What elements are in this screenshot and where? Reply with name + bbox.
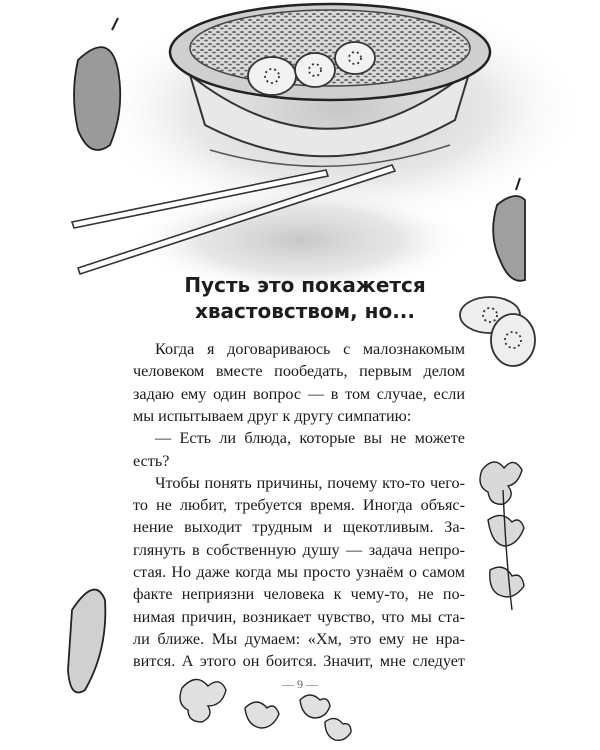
body-line: задаю ему один вопрос — в том случае, если (133, 384, 465, 403)
chapter-heading-line-1: Пусть это покажется (184, 273, 426, 297)
page-number: — 9 — (282, 677, 318, 691)
pickle-bottom-left (68, 590, 105, 693)
body-line: — Есть ли блюда, которые вы не можете (155, 429, 465, 448)
body-line: глянуть в собственную душу — задача непро- (133, 540, 465, 559)
pickle-left (74, 18, 120, 150)
body-line: Чтобы понять причины, почему кто-то чего- (155, 473, 465, 492)
body-line: ли ближе. Мы думаем: «Хм, это ему не нра- (133, 629, 465, 648)
body-line: мы испытываем друг к другу симпатию: (133, 406, 412, 425)
body-line: то не любит, требуется время. Иногда объяс- (133, 496, 465, 515)
body-line: человеком вместе пообедать, первым делом (133, 362, 465, 381)
body-line: Когда я договариваюсь с малознакомым (155, 340, 465, 358)
body-line: есть? (133, 451, 170, 470)
body-line: стая. Но даже когда мы просто узнаём о самом (133, 563, 465, 581)
body-line: нение выходит трудным и щекотливым. За- (133, 518, 465, 537)
body-line: нимая причин, возникает чувство, что мы ста- (133, 607, 465, 626)
chapter-heading-line-2: хвастовством, но... (195, 299, 415, 323)
body-line: вится. А этого он боится. Значит, мне следует (133, 652, 465, 671)
cucumber-slices-right (460, 297, 535, 366)
parsley-right (480, 462, 524, 610)
body-line: факте неприязни человека к чему-то, не по- (133, 585, 465, 604)
